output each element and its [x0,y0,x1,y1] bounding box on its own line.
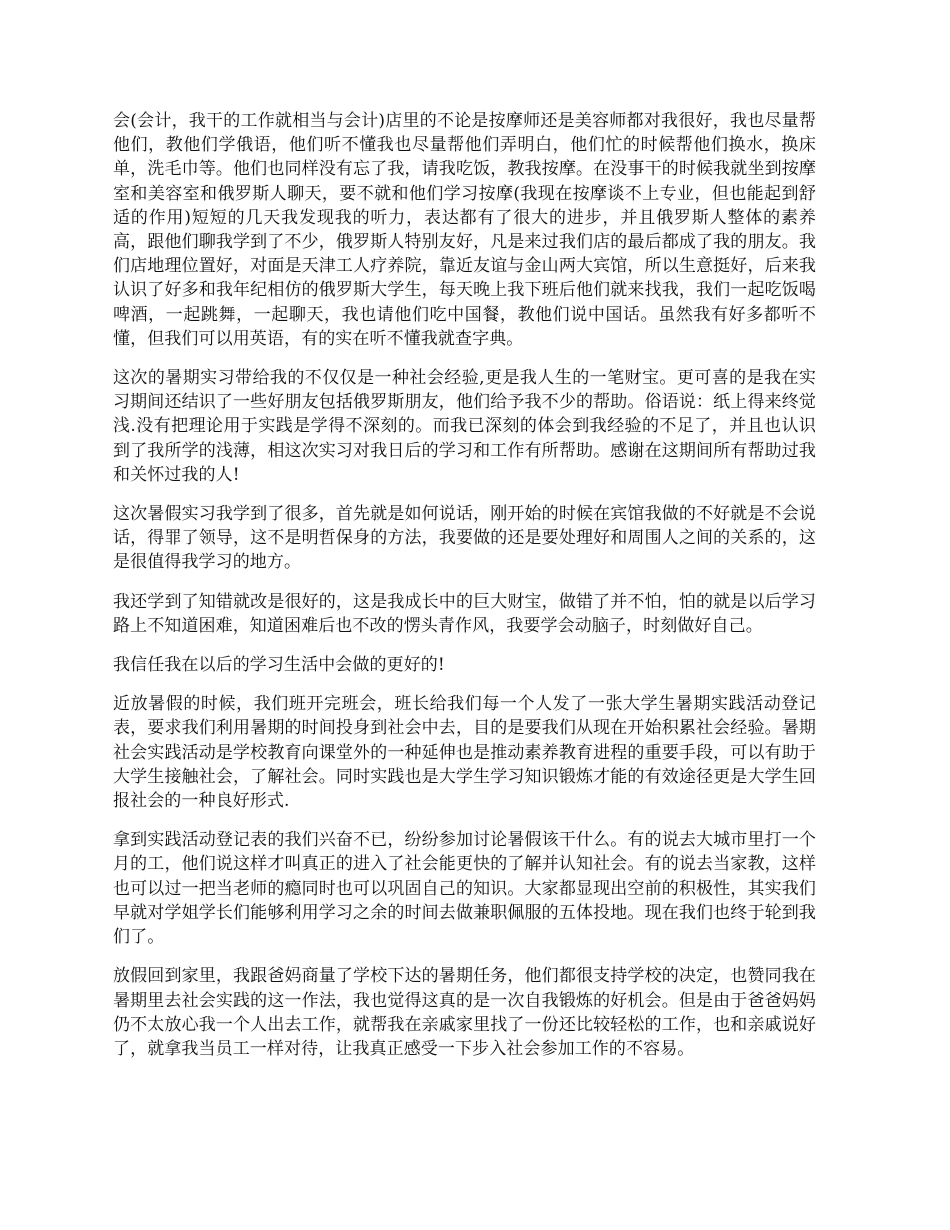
paragraph-6: 近放暑假的时候，我们班开完班会，班长给我们每一个人发了一张大学生暑期实践活动登记表，要求我们利用暑期的时间投身到社会中去，目的是要我们从现在开始积累社会经验。暑期社会实践活动是学校教育向课堂外的一种延伸也是推动素养教育进程的重要手段，可以有助于大学生接触社会，了解社会。同时实践也是大学生学习知识锻炼才能的有效途径更是大学生回报社会的一种良好形式. [113,694,816,812]
paragraph-4: 我还学到了知错就改是很好的，这是我成长中的巨大财宝，做错了并不怕，怕的就是以后学习路上不知道困难，知道困难后也不改的愣头青作风，我要学会动脑子，时刻做好自己。 [113,591,816,636]
paragraph-8: 放假回到家里，我跟爸妈商量了学校下达的暑期任务，他们都很支持学校的决定，也赞同我在暑期里去社会实践的这一作法，我也觉得这真的是一次自我锻炼的好机会。但是由于爸爸妈妈仍不太放心我一个人出去工作，就帮我在亲戚家里找了一份还比较轻松的工作，也和亲戚说好了，就拿我当员工一样对待，让我真正感受一下步入社会参加工作的不容易。 [113,966,816,1059]
paragraph-7: 拿到实践活动登记表的我们兴奋不已，纷纷参加讨论暑假该干什么。有的说去大城市里打一个月的工，他们说这样才叫真正的进入了社会能更快的了解并认知社会。有的说去当家教，这样也可以过一把当老师的瘾同时也可以巩固自己的知识。大家都显现出空前的积极性，其实我们早就对学姐学长们能够利用学习之余的时间去做兼职佩服的五体投地。现在我们也终于轮到我们了。 [113,830,816,948]
paragraph-3: 这次暑假实习我学到了很多，首先就是如何说话，刚开始的时候在宾馆我做的不好就是不会说话，得罪了领导，这不是明哲保身的方法，我要做的还是要处理好和周围人之间的关系的，这是很值得我学习的地方。 [113,504,816,573]
paragraph-2: 这次的暑期实习带给我的不仅仅是一种社会经验,更是我人生的一笔财宝。更可喜的是我在实习期间还结识了一些好朋友包括俄罗斯朋友，他们给予我不少的帮助。俗语说：纸上得来终觉浅.没有把理论用于实践是学得不深刻的。而我已深刻的体会到我经验的不足了，并且也认识到了我所学的浅薄，相这次实习对我日后的学习和工作有所帮助。感谢在这期间所有帮助过我和关怀过我的人! [113,368,816,485]
paragraph-1: 会(会计，我干的工作就相当与会计)店里的不论是按摩师还是美容师都对我很好，我也尽量帮他们，教他们学俄语，他们听不懂我也尽量帮他们弄明白，他们忙的时候帮他们换水，换床单，洗毛巾等。他们也同样没有忘了我，请我吃饭，教我按摩。在没事干的时候我就坐到按摩室和美容室和俄罗斯人聊天，要不就和他们学习按摩(我现在按摩谈不上专业，但也能起到舒适的作用)短短的几天我发现我的听力，表达都有了很大的进步，并且俄罗斯人整体的素养高，跟他们聊我学到了不少，俄罗斯人特别友好，凡是来过我们店的最后都成了我的朋友。我们店地理位置好，对面是天津工人疗养院，靠近友谊与金山两大宾馆，所以生意挺好，后来我认识了好多和我年纪相仿的俄罗斯大学生，每天晚上我下班后他们就来找我，我们一起吃饭喝啤酒，一起跳舞，一起聊天，我也请他们吃中国餐，教他们说中国话。虽然我有好多都听不懂，但我们可以用英语，有的实在听不懂我就查字典。 [113,111,816,349]
paragraph-5: 我信任我在以后的学习生活中会做的更好的! [113,655,445,676]
